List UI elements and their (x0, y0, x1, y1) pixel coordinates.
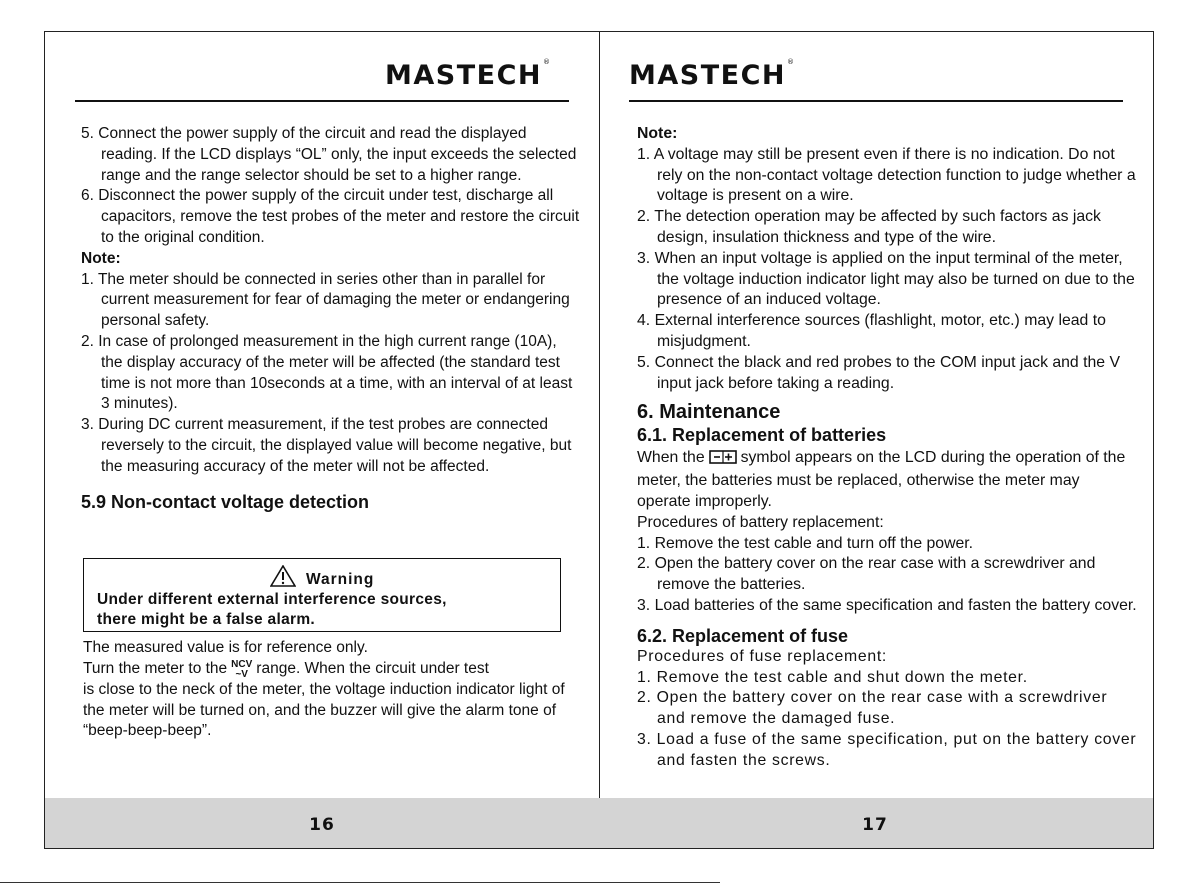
note-item: 3. When an input voltage is applied on the input terminal of the meter, the voltage induction indicator light may also be turned on due to the presence of an induced voltage. (637, 249, 1135, 309)
fuse-step: 2. Open the battery cover on the rear case with a screwdriver and remove the damaged fuse. (637, 689, 1108, 728)
fuse-step: 3. Load a fuse of the same specification, put on the battery cover and fasten the screws. (637, 730, 1137, 769)
reference-note: The measured value is for reference only. (83, 639, 368, 656)
warning-box (83, 558, 561, 632)
step-item: 5. Connect the power supply of the circuit and read the displayed reading. If the LCD displays “OL” only, the input exceeds the selected range and the range selector should be set to a higher range. (81, 125, 577, 184)
brand-name: MASTECH (629, 60, 786, 91)
left-page-body (81, 124, 581, 518)
header-rule-left (75, 100, 569, 102)
ncv-description (83, 638, 583, 742)
battery-step: 2. Open the battery cover on the rear case with a screwdriver and remove the batteries. (637, 555, 1096, 594)
note-item: 2. The detection operation may be affected by such factors as jack design, insulation thickness and type of the wire. (637, 208, 1101, 246)
ncv-symbol: NCV ~V (231, 658, 253, 680)
right-page-body (637, 124, 1137, 772)
batteries-heading: 6.1. Replacement of batteries (637, 425, 887, 446)
page-number-right: 17 (862, 815, 888, 835)
brand-logo-right (629, 60, 794, 91)
header-rule-right (629, 100, 1123, 102)
maintenance-heading: 6. Maintenance (637, 401, 781, 424)
battery-step: 3. Load batteries of the same specification and fasten the battery cover. (637, 596, 1137, 614)
brand-logo-left (385, 60, 550, 91)
fuse-step: 1. Remove the test cable and shut down the meter. (637, 668, 1028, 686)
registered-mark: ® (786, 58, 794, 66)
note-item: 5. Connect the black and red probes to the COM input jack and the V input jack before taking a reading. (637, 353, 1120, 392)
section-title: 5.9 Non-contact voltage detection (81, 491, 370, 512)
warning-triangle-icon (270, 571, 300, 588)
page-divider (599, 32, 600, 848)
fuse-procedures-label: Procedures of fuse replacement: (637, 647, 887, 665)
note-item: 2. In case of prolonged measurement in the high current range (10A), the display accuracy of the meter will be affected (the standard test time is not more than 10seconds at a time, with an interval of at least 3 minutes). (81, 332, 573, 413)
note-item: 1. The meter should be connected in series other than in parallel for current measurement for fear of damaging the meter or endangering personal safety. (81, 270, 570, 330)
ncv-detail: is close to the neck of the meter, the voltage induction indicator light of the meter will be turned on, and the buzzer will give the alarm tone of “beep-beep-beep”. (83, 680, 565, 740)
battery-icon (709, 450, 737, 471)
note-label: Note: (81, 249, 121, 267)
ncv-instruction: Turn the meter to the NCV ~V range. When the circuit under test (83, 658, 489, 680)
warning-header (84, 565, 560, 589)
note-item: 4. External interference sources (flashlight, motor, etc.) may lead to misjudgment. (637, 312, 1106, 350)
warning-line-1: Under different external interference sources, (97, 591, 447, 608)
warning-label: Warning (305, 571, 375, 588)
fuse-section (637, 647, 1137, 772)
step-item: 6. Disconnect the power supply of the circuit under test, discharge all capacitors, remove the test probes of the meter and restore the circuit to the original condition. (81, 187, 580, 246)
page-number-left: 16 (309, 815, 335, 835)
battery-paragraph: When the symbol appears on the LCD during the operation of the meter, the batteries must be replaced, otherwise the meter may operate improperly. (637, 449, 1126, 510)
fuse-heading: 6.2. Replacement of fuse (637, 625, 849, 646)
battery-procedures-label: Procedures of battery replacement: (637, 513, 884, 531)
note-item: 1. A voltage may still be present even if there is no indication. Do not rely on the non-contact voltage detection function to judge whether a voltage is present on a wire. (637, 145, 1136, 205)
warning-line-2: there might be a false alarm. (97, 611, 316, 628)
battery-step: 1. Remove the test cable and turn off the power. (637, 534, 974, 552)
registered-mark: ® (542, 58, 550, 66)
brand-name: MASTECH (385, 60, 542, 91)
note-label: Note: (637, 125, 678, 142)
page-footer (45, 798, 1153, 848)
manual-spread (44, 31, 1154, 849)
note-item: 3. During DC current measurement, if the test probes are connected reversely to the circuit, the displayed value will become negative, but the measuring accuracy of the meter will not be affected. (81, 416, 572, 475)
